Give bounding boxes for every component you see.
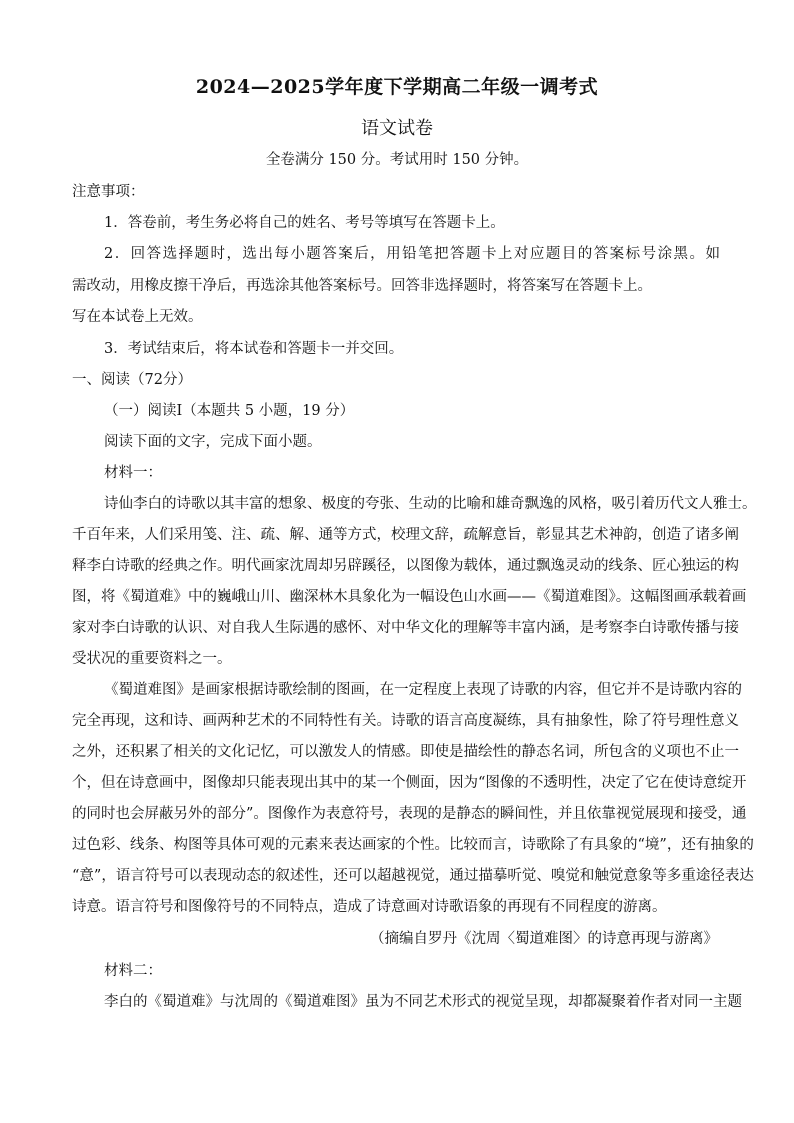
material-1-paragraph-1-line: 诗仙李白的诗歌以其丰富的想象、极度的夸张、生动的比喻和雄奇飘逸的风格，吸引着历代文人雅士。 — [104, 496, 757, 512]
material-2-label: 材料二： — [104, 963, 162, 979]
material-1-paragraph-2-line: 之外，还积累了相关的文化记忆，可以激发人的情感。即使是描绘性的静态名词，所包含的义项也不止一 — [72, 744, 739, 760]
material-1-paragraph-1-line: 受状况的重要资料之一。 — [72, 651, 232, 667]
material-1-paragraph-2-line: 过色彩、线条、构图等具体可观的元素来表达画家的个性。比较而言，诗歌除了有具象的“境”，还有抽象的 — [72, 837, 754, 853]
notice-item-1: 1．答卷前，考生务必将自己的姓名、考号等填写在答题卡上。 — [104, 215, 505, 231]
material-1-paragraph-2-line: “意”，语言符号可以表现动态的叙述性，还可以超越视觉，通过描摹听觉、嗅觉和触觉意象等多重途径表达 — [72, 868, 754, 884]
exam-subtitle: 语文试卷 — [361, 118, 433, 139]
notice-item-2-line-1: 2．回答选择题时，选出每小题答案后，用铅笔把答题卡上对应题目的答案标号涂黑。如 — [104, 246, 720, 262]
material-2-paragraph-1-line: 李白的《蜀道难》与沈周的《蜀道难图》虽为不同艺术形式的视觉呈现，却都凝聚着作者对同一主题 — [104, 994, 742, 1010]
notice-heading: 注意事项： — [72, 184, 145, 200]
material-1-paragraph-1-line: 千百年来，人们采用笺、注、疏、解、通等方式，校理文辞，疏解意旨，彰显其艺术神韵，创造了诸多阐 — [72, 527, 739, 543]
material-1-paragraph-1-line: 图，将《蜀道难》中的巍峨山川、幽深林木具象化为一幅设色山水画——《蜀道难图》。这幅图画承载着画 — [72, 589, 747, 605]
material-1-paragraph-2-line: 诗意。语言符号和图像符号的不同特点，造成了诗意画对诗歌语象的再现有不同程度的游离。 — [72, 899, 667, 915]
notice-item-2-line-3: 写在本试卷上无效。 — [72, 309, 203, 325]
material-1-paragraph-2-line: 的同时也会屏蔽另外的部分”。图像作为表意符号，表现的是静态的瞬间性，并且依靠视觉展现和接受，通 — [72, 806, 747, 822]
material-1-paragraph-2-line: 完全再现，这和诗、画两种艺术的不同特性有关。诗歌的语言高度凝练，具有抽象性，除了符号理性意义 — [72, 713, 739, 729]
material-1-paragraph-2-line: 个，但在诗意画中，图像却只能表现出其中的某一个侧面，因为“图像的不透明性，决定了它在使诗意绽开 — [72, 775, 747, 791]
material-1-paragraph-1-line: 释李白诗歌的经典之作。明代画家沈周却另辟蹊径，以图像为载体，通过飘逸灵动的线条、匠心独运的构 — [72, 558, 739, 574]
material-1-paragraph-1-line: 家对李白诗歌的认识、对自我人生际遇的感怀、对中华文化的理解等丰富内涵，是考察李白诗歌传播与接 — [72, 620, 739, 636]
section-sub-1: （一）阅读Ⅰ（本题共 5 小题，19 分） — [104, 403, 355, 419]
notice-item-2-line-2: 需改动，用橡皮擦干净后，再选涂其他答案标号。回答非选择题时，将答案写在答题卡上。 — [72, 278, 652, 294]
exam-info: 全卷满分 150 分。考试用时 150 分钟。 — [265, 152, 529, 168]
material-1-source: （摘编自罗丹《沈周〈蜀道难图〉的诗意再现与游离》 — [370, 931, 718, 947]
section-part-1: 一、阅读（72分） — [72, 372, 192, 388]
exam-title: 2024—2025学年度下学期高二年级一调考式 — [195, 76, 599, 98]
material-1-label: 材料一： — [104, 465, 162, 481]
notice-item-3: 3．考试结束后，将本试卷和答题卡一并交回。 — [104, 341, 404, 357]
material-1-paragraph-2-line: 《蜀道难图》是画家根据诗歌绘制的图画，在一定程度上表现了诗歌的内容，但它并不是诗歌内容的 — [104, 682, 742, 698]
reading-instruction: 阅读下面的文字，完成下面小题。 — [104, 434, 322, 450]
